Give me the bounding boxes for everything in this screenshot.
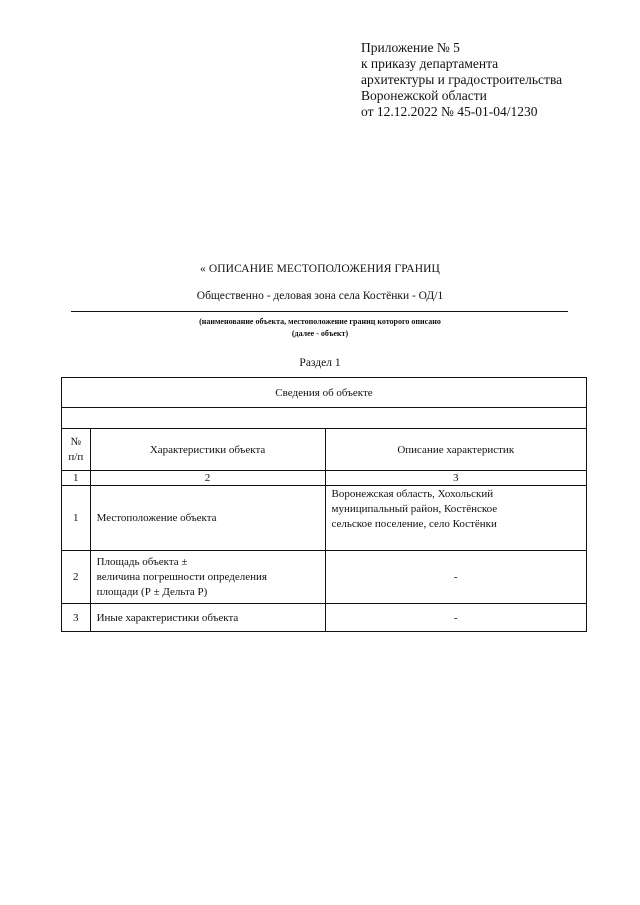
- table-empty-cell: [62, 408, 587, 429]
- row-num: 1: [62, 486, 91, 551]
- section-title: Раздел 1: [299, 357, 341, 369]
- appendix-line: от 12.12.2022 № 45-01-04/1230: [361, 104, 538, 119]
- table-header-row: [62, 429, 587, 471]
- appendix-line: к приказу департамента: [361, 56, 499, 71]
- characteristic-line: величина погрешности определения: [96, 570, 267, 583]
- row-characteristic: [90, 551, 325, 604]
- column-number-row: [62, 471, 587, 486]
- row-characteristic: Иные характеристики объекта: [90, 604, 325, 632]
- characteristic-line: Площадь объекта ±: [96, 555, 188, 568]
- header-characteristics: Характеристики объекта: [90, 429, 325, 471]
- appendix-line: Приложение № 5: [361, 40, 460, 55]
- table-spacer-row: [62, 408, 587, 429]
- note-line: (далее - объект): [291, 329, 349, 338]
- column-number: 2: [90, 471, 325, 486]
- object-info-table: [61, 377, 587, 632]
- note-line: (наименование объекта, местоположение границ которого описано: [199, 317, 441, 326]
- header-description: Описание характеристик: [325, 429, 586, 471]
- object-name: Общественно - деловая зона села Костёнки - ОД/1: [196, 290, 444, 302]
- characteristic-line: площади (Р ± Дельта Р): [96, 585, 208, 598]
- header-num-line: п/п: [68, 450, 84, 463]
- header-num: [62, 429, 91, 471]
- row-description: -: [325, 604, 586, 632]
- table-row: [62, 551, 587, 604]
- description-line: муниципальный район, Костёнское: [331, 503, 498, 515]
- object-name-note: [0, 316, 640, 340]
- row-characteristic: Местоположение объекта: [90, 486, 325, 551]
- row-num: 2: [62, 551, 91, 604]
- table-caption: Сведения об объекте: [62, 378, 587, 408]
- column-number: 3: [325, 471, 586, 486]
- row-description: -: [325, 551, 586, 604]
- table-row: [62, 486, 587, 551]
- column-number: 1: [62, 471, 91, 486]
- row-num: 3: [62, 604, 91, 632]
- appendix-header: [361, 40, 562, 120]
- appendix-line: Воронежской области: [361, 88, 487, 103]
- table-row: [62, 604, 587, 632]
- table-caption-row: [62, 378, 587, 408]
- description-line: Воронежская область, Хохольский: [331, 488, 494, 500]
- header-num-line: №: [70, 435, 82, 448]
- object-name-underline: [71, 311, 568, 312]
- appendix-line: архитектуры и градостроительства: [361, 72, 563, 87]
- document-title: « ОПИСАНИЕ МЕСТОПОЛОЖЕНИЯ ГРАНИЦ: [200, 263, 440, 275]
- row-description: [325, 486, 586, 551]
- description-line: сельское поселение, село Костёнки: [331, 518, 497, 530]
